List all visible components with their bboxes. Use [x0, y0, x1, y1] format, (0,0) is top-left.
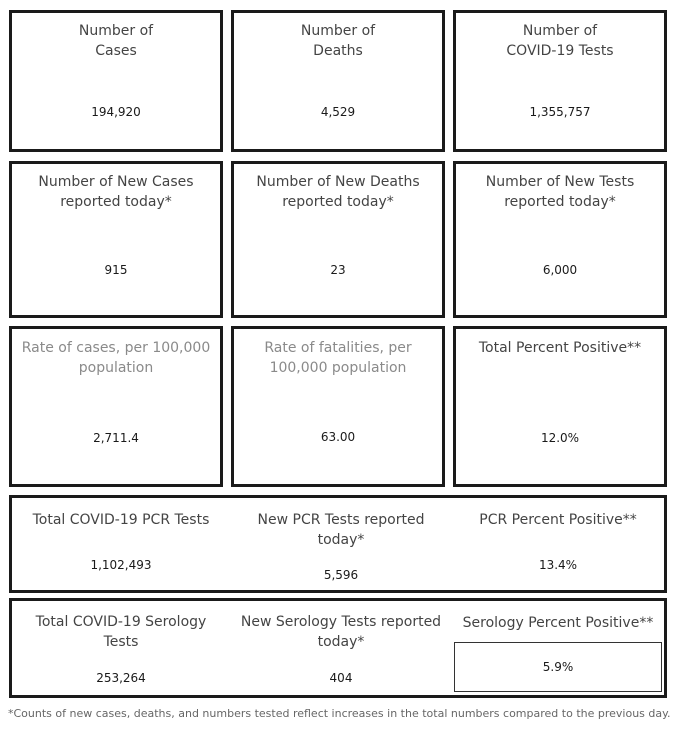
deaths-tile — [231, 10, 445, 152]
pcr-new-value: 5,596 — [323, 568, 359, 582]
tests-label: Number of COVID-19 Tests — [506, 23, 614, 59]
fatality-rate-value: 63.00 — [320, 430, 356, 444]
fatality-rate-tile — [231, 326, 445, 487]
serology-positive-value: 5.9% — [542, 660, 574, 674]
cases-label: Number of Cases — [78, 23, 154, 59]
case-rate-value: 2,711.4 — [93, 431, 139, 445]
footnote: *Counts of new cases, deaths, and numbers tested reflect increases in the total numbers compared to the previous day. — [8, 707, 671, 720]
deaths-value: 4,529 — [320, 105, 356, 119]
serology-positive-box — [454, 642, 662, 692]
new-deaths-value: 23 — [330, 263, 346, 277]
cases-value: 194,920 — [91, 105, 141, 119]
percent-positive-label: Total Percent Positive** — [478, 340, 642, 356]
case-rate-tile — [9, 326, 223, 487]
pcr-positive-cell — [452, 498, 664, 590]
pcr-new-label: New PCR Tests reported today* — [257, 512, 425, 548]
pcr-total-cell — [12, 498, 230, 590]
pcr-panel — [9, 495, 667, 593]
case-rate-label: Rate of cases, per 100,000 population — [21, 340, 211, 376]
serology-total-value: 253,264 — [96, 671, 146, 685]
new-tests-value: 6,000 — [542, 263, 578, 277]
cases-tile — [9, 10, 223, 152]
pcr-total-value: 1,102,493 — [90, 558, 152, 572]
pcr-total-label: Total COVID-19 PCR Tests — [32, 512, 210, 528]
serology-total-label: Total COVID-19 Serology Tests — [35, 614, 207, 650]
deaths-label: Number of Deaths — [300, 23, 376, 59]
new-deaths-label: Number of New Deaths reported today* — [256, 174, 420, 210]
serology-positive-cell — [452, 601, 664, 695]
new-cases-value: 915 — [104, 263, 128, 277]
tests-value: 1,355,757 — [529, 105, 591, 119]
pcr-positive-label: PCR Percent Positive** — [479, 512, 637, 528]
serology-new-label: New Serology Tests reported today* — [240, 614, 442, 650]
fatality-rate-label: Rate of fatalities, per 100,000 population — [264, 340, 412, 376]
serology-total-cell — [12, 601, 230, 695]
new-cases-tile — [9, 161, 223, 318]
new-cases-label: Number of New Cases reported today* — [38, 174, 194, 210]
tests-tile — [453, 10, 667, 152]
new-deaths-tile — [231, 161, 445, 318]
new-tests-label: Number of New Tests reported today* — [485, 174, 635, 210]
percent-positive-value: 12.0% — [540, 431, 580, 445]
pcr-new-cell — [234, 498, 448, 590]
serology-new-value: 404 — [329, 671, 353, 685]
percent-positive-tile — [453, 326, 667, 487]
serology-new-cell — [234, 601, 448, 695]
serology-positive-label: Serology Percent Positive** — [462, 615, 654, 631]
new-tests-tile — [453, 161, 667, 318]
pcr-positive-value: 13.4% — [538, 558, 578, 572]
serology-panel — [9, 598, 667, 698]
